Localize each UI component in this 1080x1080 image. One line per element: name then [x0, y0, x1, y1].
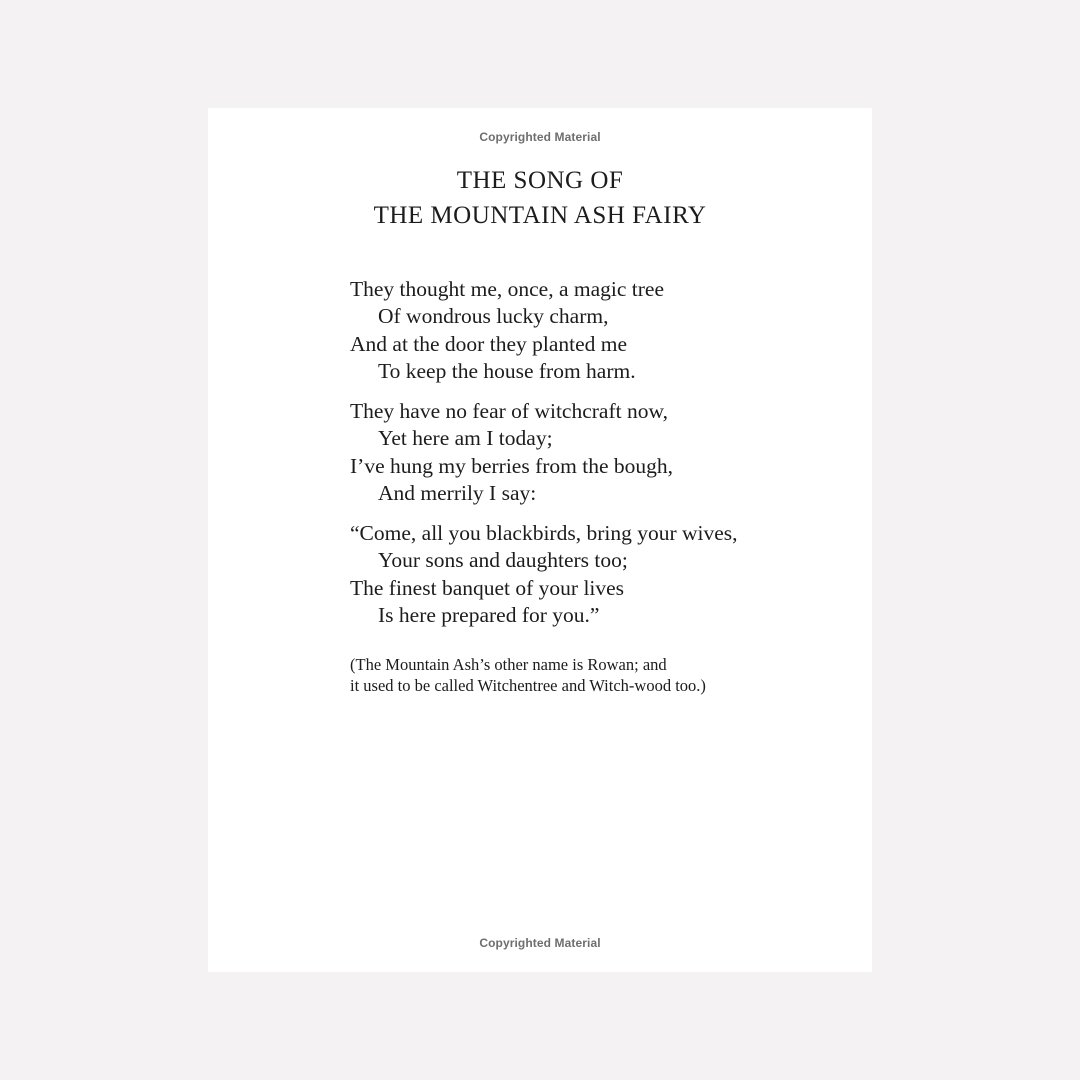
poem-title-line-2: THE MOUNTAIN ASH FAIRY	[373, 202, 707, 229]
verse-line: Is here prepared for you.”	[378, 602, 600, 627]
poem-title-line-1: THE SONG OF	[456, 167, 624, 194]
verse-line: Your sons and daughters too;	[378, 548, 628, 573]
copyright-notice-top: Copyrighted Material	[479, 130, 601, 144]
book-page	[208, 108, 872, 972]
stanza-2	[350, 398, 850, 507]
verse-line: To keep the house from harm.	[378, 358, 636, 383]
verse-line: I’ve hung my berries from the bough,	[350, 453, 674, 478]
verse-line: And at the door they planted me	[350, 331, 628, 356]
verse-line: They have no fear of witchcraft now,	[350, 399, 668, 423]
footnote-line-1: (The Mountain Ash’s other name is Rowan; and	[350, 655, 667, 674]
stanza-1	[350, 276, 850, 385]
stanza-3	[350, 520, 850, 629]
verse-line: The finest banquet of your lives	[350, 575, 625, 600]
copyright-notice-bottom: Copyrighted Material	[479, 936, 601, 950]
verse-line: Yet here am I today;	[378, 426, 553, 451]
verse-line: “Come, all you blackbirds, bring your wives,	[350, 521, 738, 545]
footnote	[350, 654, 850, 696]
verse-line: They thought me, once, a magic tree	[350, 277, 665, 301]
verse-line: Of wondrous lucky charm,	[378, 304, 609, 329]
verse-line: And merrily I say:	[378, 480, 537, 505]
footnote-line-2: it used to be called Witchentree and Witch-wood too.)	[350, 676, 706, 695]
